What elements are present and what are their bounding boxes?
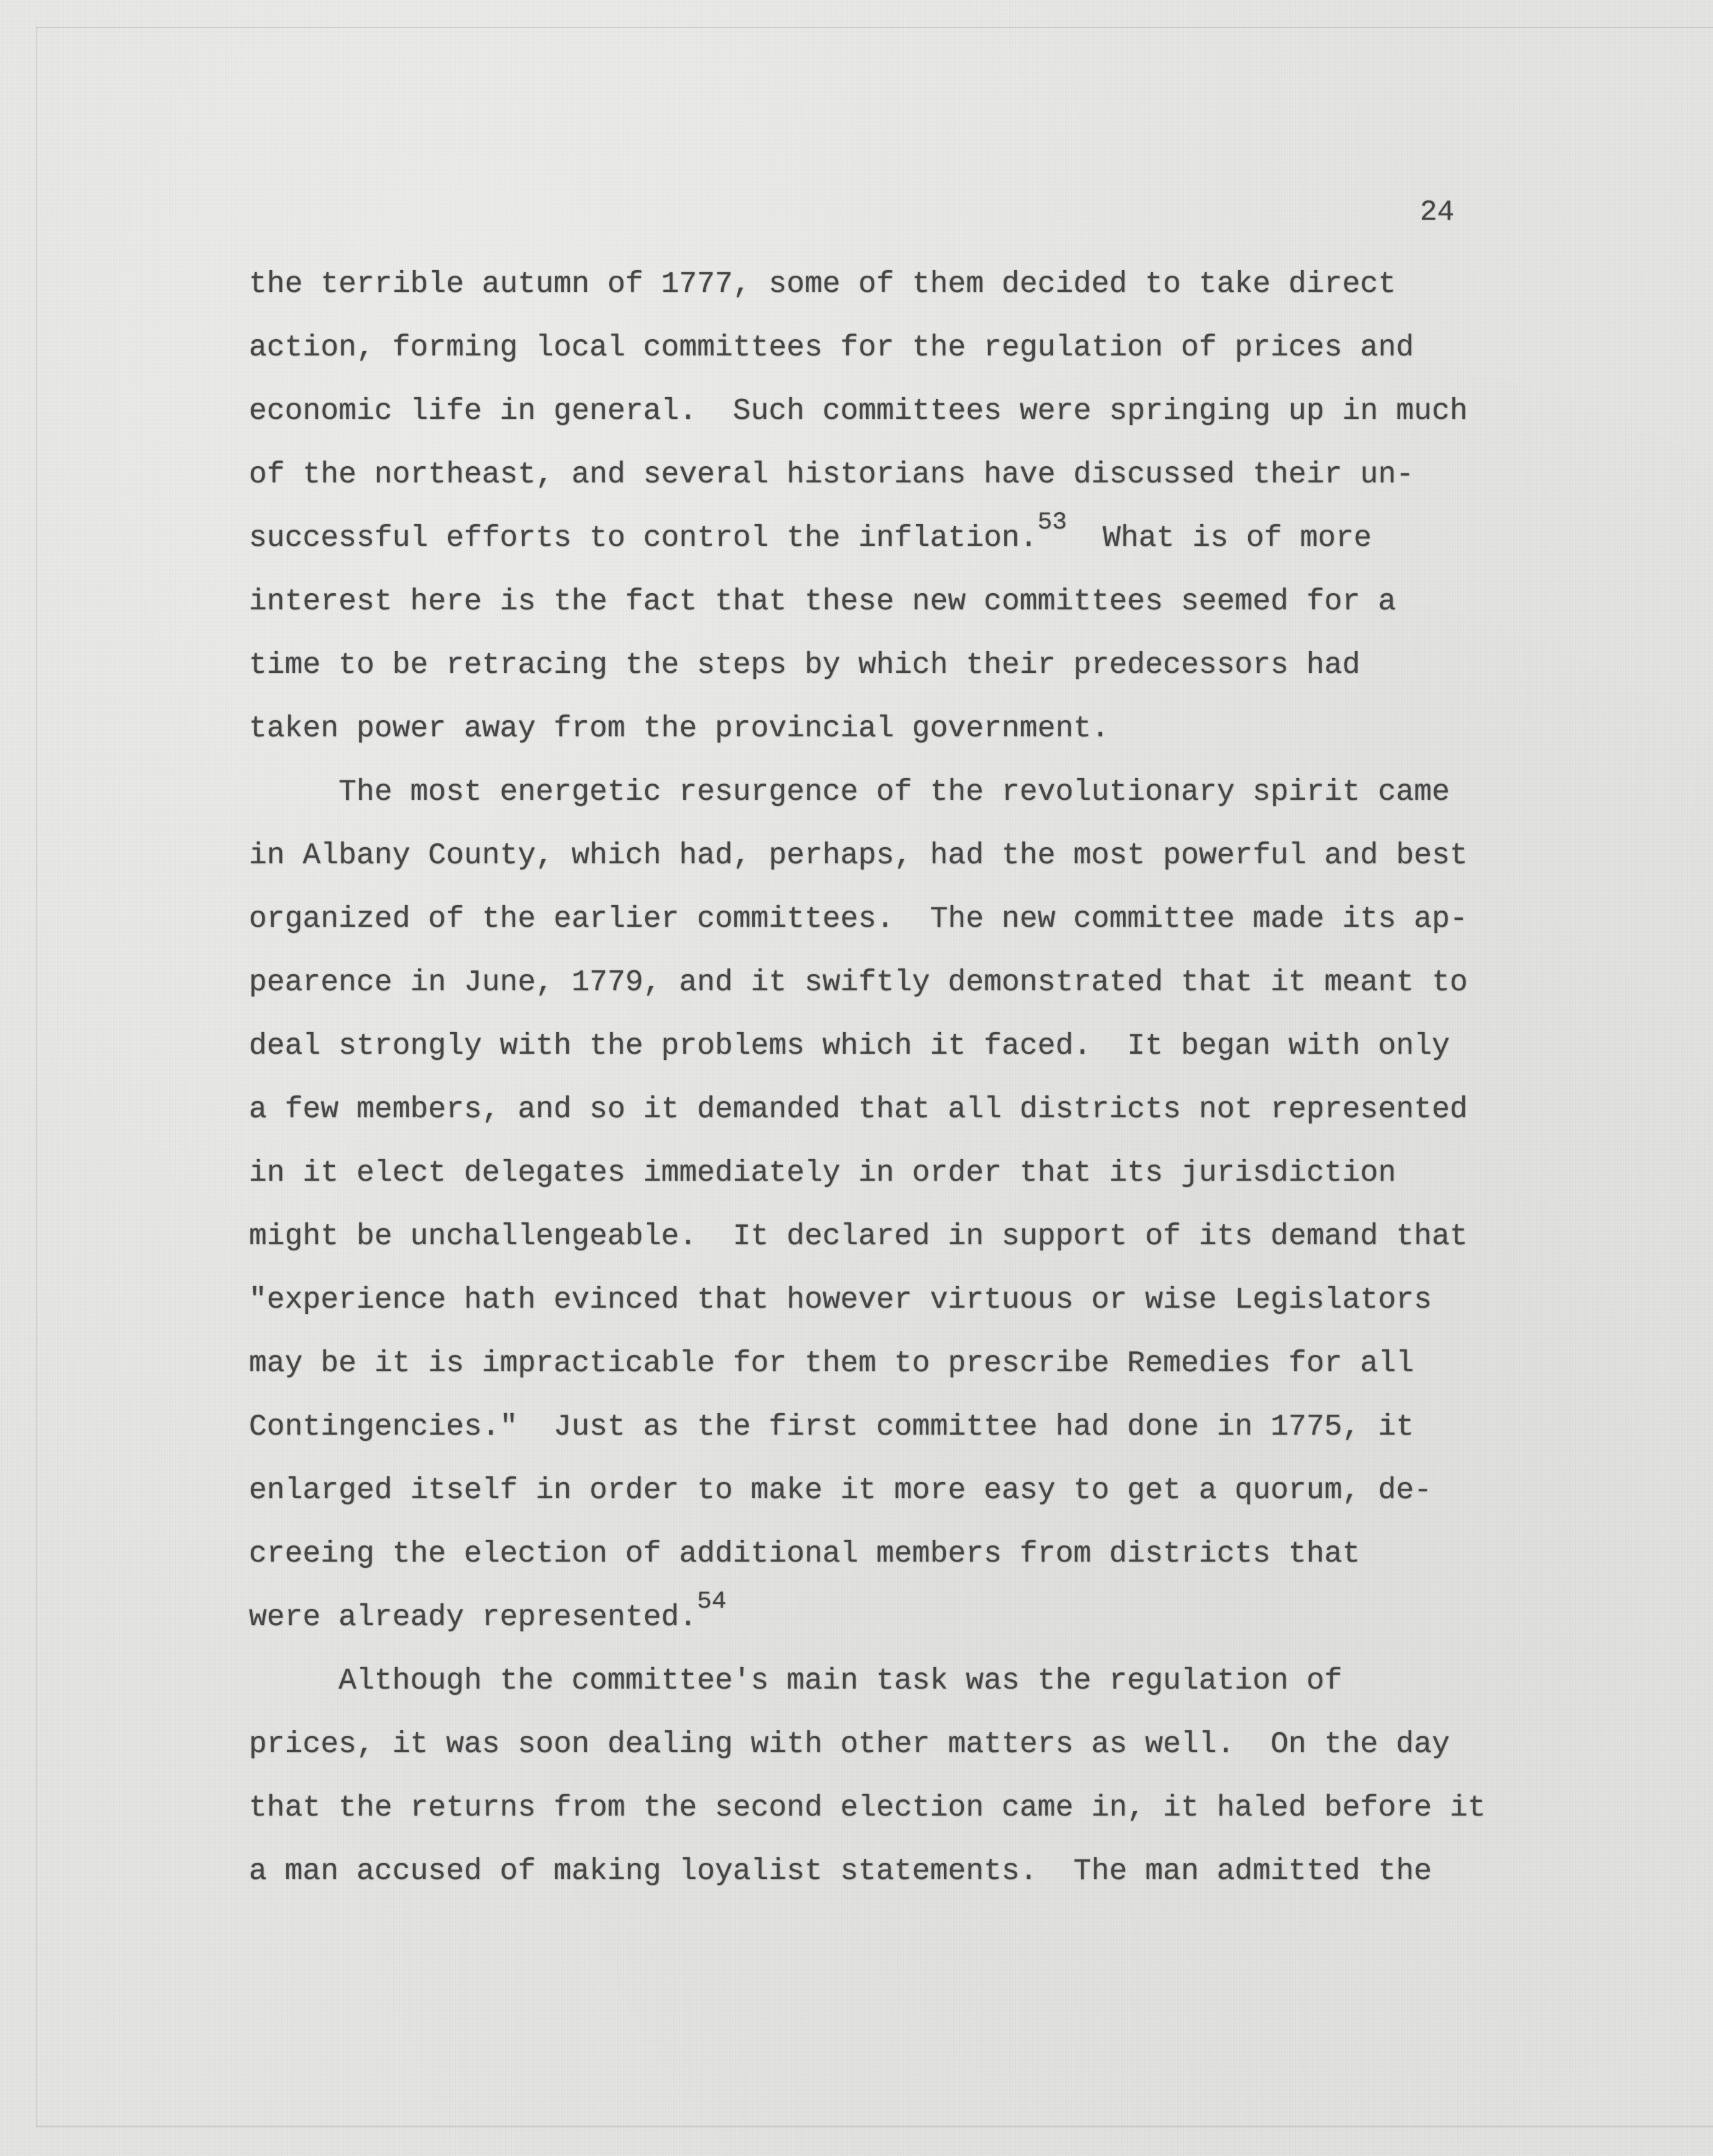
text-line: pearence in June, 1779, and it swiftly demonstrated that it meant to: [249, 966, 1468, 1000]
text-line: in Albany County, which had, perhaps, had the most powerful and best: [249, 839, 1468, 873]
text-line: creeing the election of additional members from districts that: [249, 1537, 1360, 1571]
paper-edge-bottom: [36, 2126, 1713, 2127]
text-line: a few members, and so it demanded that all districts not represented: [249, 1093, 1468, 1127]
text-line: that the returns from the second election came in, it haled before it: [249, 1791, 1486, 1825]
text-line: time to be retracing the steps by which their predecessors had: [249, 649, 1360, 682]
text-line: economic life in general. Such committees were springing up in much: [249, 395, 1468, 428]
text-line: in it elect delegates immediately in order that its jurisdiction: [249, 1156, 1396, 1190]
typewritten-text-block: [249, 253, 1493, 1903]
text-line: deal strongly with the problems which it faced. It began with only: [249, 1029, 1450, 1063]
text-line: enlarged itself in order to make it more easy to get a quorum, de-: [249, 1474, 1432, 1507]
text-line: were already represented.54: [249, 1586, 1493, 1649]
footnote-reference: 53: [1037, 508, 1067, 537]
text-line: a man accused of making loyalist statements. The man admitted the: [249, 1855, 1432, 1888]
text-line: "experience hath evinced that however virtuous or wise Legislators: [249, 1283, 1432, 1317]
text-line: taken power away from the provincial government.: [249, 712, 1109, 746]
footnote-reference: 54: [697, 1587, 727, 1616]
text-line: Contingencies." Just as the first committee had done in 1775, it: [249, 1410, 1414, 1444]
text-line: may be it is impracticable for them to prescribe Remedies for all: [249, 1347, 1414, 1380]
text-line: of the northeast, and several historians have discussed their un-: [249, 458, 1414, 492]
text-line: interest here is the fact that these new committees seemed for a: [249, 585, 1396, 619]
text-line: organized of the earlier committees. The new committee made its ap-: [249, 902, 1468, 936]
text-line: action, forming local committees for the regulation of prices and: [249, 331, 1414, 365]
text-line: the terrible autumn of 1777, some of them decided to take direct: [249, 268, 1396, 301]
text-line: Although the committee's main task was the regulation of: [338, 1664, 1343, 1698]
text-line: The most energetic resurgence of the revolutionary spirit came: [338, 776, 1450, 809]
paper-edge-left: [36, 27, 37, 2127]
text-line: might be unchallengeable. It declared in support of its demand that: [249, 1220, 1468, 1254]
paper-edge-top: [36, 27, 1713, 28]
text-line: prices, it was soon dealing with other matters as well. On the day: [249, 1728, 1450, 1761]
page-number: 24: [1420, 196, 1455, 228]
text-line: successful efforts to control the inflation.53 What is of more: [249, 507, 1493, 570]
